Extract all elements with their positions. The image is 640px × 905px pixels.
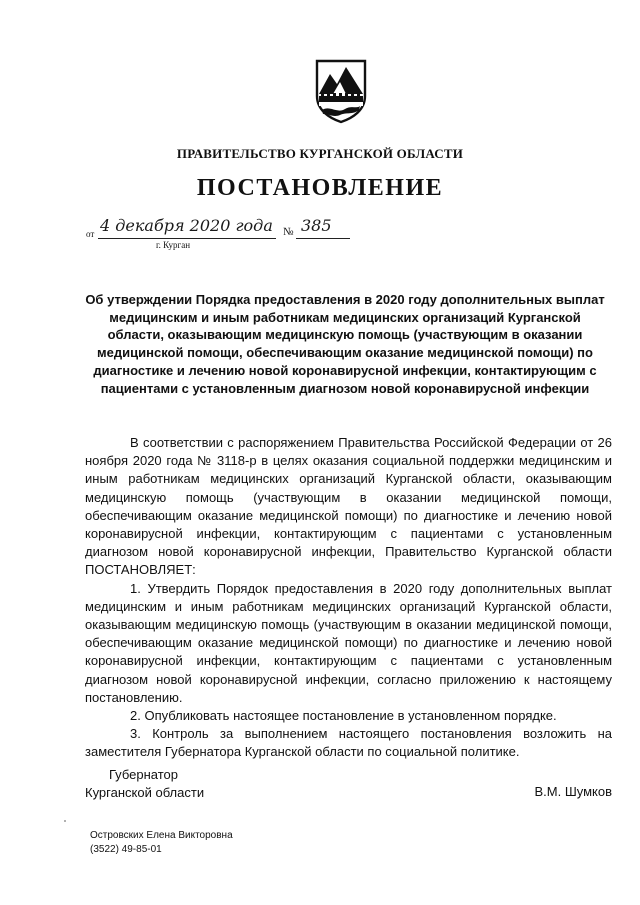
- signatory-name: В.М. Шумков: [534, 784, 612, 799]
- executor-phone: (3522) 49-85-01: [90, 844, 162, 855]
- coat-of-arms-icon: [313, 58, 369, 124]
- handwritten-number: 385: [301, 216, 332, 235]
- clause-2: 2. Опубликовать настоящее постановление в установленном порядке.: [130, 708, 557, 724]
- clause-1: 1. Утвердить Порядок предоставления в 2020 году дополнительных выплат медицинским и иным работникам медицинских организаций Курганской области, оказывающим медицинскую помощь (участвующим в оказании медицинской помощи, обеспечивающим оказание медицинской помощи) по диагностике и лечению новой коронавирусной инфекции, контактирующим с пациентами с установленным диагнозом новой коронавирусной инфекции, согласно приложению к настоящему постановлению.: [85, 580, 612, 705]
- signatory-position: [85, 766, 204, 802]
- document-details: [86, 218, 366, 268]
- date-prefix: от: [86, 229, 95, 239]
- number-prefix: №: [283, 226, 294, 238]
- document-body: [85, 434, 612, 762]
- executor-name: Островских Елена Викторовна: [90, 830, 233, 841]
- margin-dot: [64, 820, 66, 822]
- date-underline: [98, 238, 276, 239]
- number-underline: [296, 238, 350, 239]
- executor-contact: [90, 829, 233, 857]
- clause-3: 3. Контроль за выполнением настоящего постановления возложить на заместителя Губернатора Курганской области по социальной политике.: [85, 726, 612, 760]
- signatory-position-line1: Губернатор: [109, 767, 178, 782]
- document-type-heading: ПОСТАНОВЛЕНИЕ: [196, 175, 444, 201]
- place-of-issue: г. Курган: [156, 240, 191, 250]
- government-name: ПРАВИТЕЛЬСТВО КУРГАНСКОЙ ОБЛАСТИ: [176, 146, 464, 161]
- document-title: Об утверждении Порядка предоставления в 2020 году дополнительных выплат медицинским и иным работникам медицинских организаций Курганской области, оказывающим медицинскую помощь (участвующим в оказании медицинской помощи, обеспечивающим оказание медицинской помощи) по диагностике и лечению новой коронавирусной инфекции, контактирующим с пациентами с установленным диагнозом новой коронавирусной инфекции: [85, 292, 605, 396]
- preamble-paragraph: В соответствии с распоряжением Правительства Российской Федерации от 26 ноября 2020 года № 3118-р в целях оказания социальной поддержки медицинским и иным работникам медицинских организаций Курганской области, оказывающим медицинскую помощь (участвующим в оказании медицинской помощи, обеспечивающим оказание медицинской помощи) по диагностике и лечению новой коронавирусной инфекции, контактирующим с пациентами с установленным диагнозом новой коронавирусной инфекции, Правительство Курганской области ПОСТАНОВЛЯЕТ:: [85, 435, 612, 578]
- handwritten-date: 4 декабря 2020 года: [100, 216, 273, 235]
- signatory-position-line2: Курганской области: [85, 785, 205, 800]
